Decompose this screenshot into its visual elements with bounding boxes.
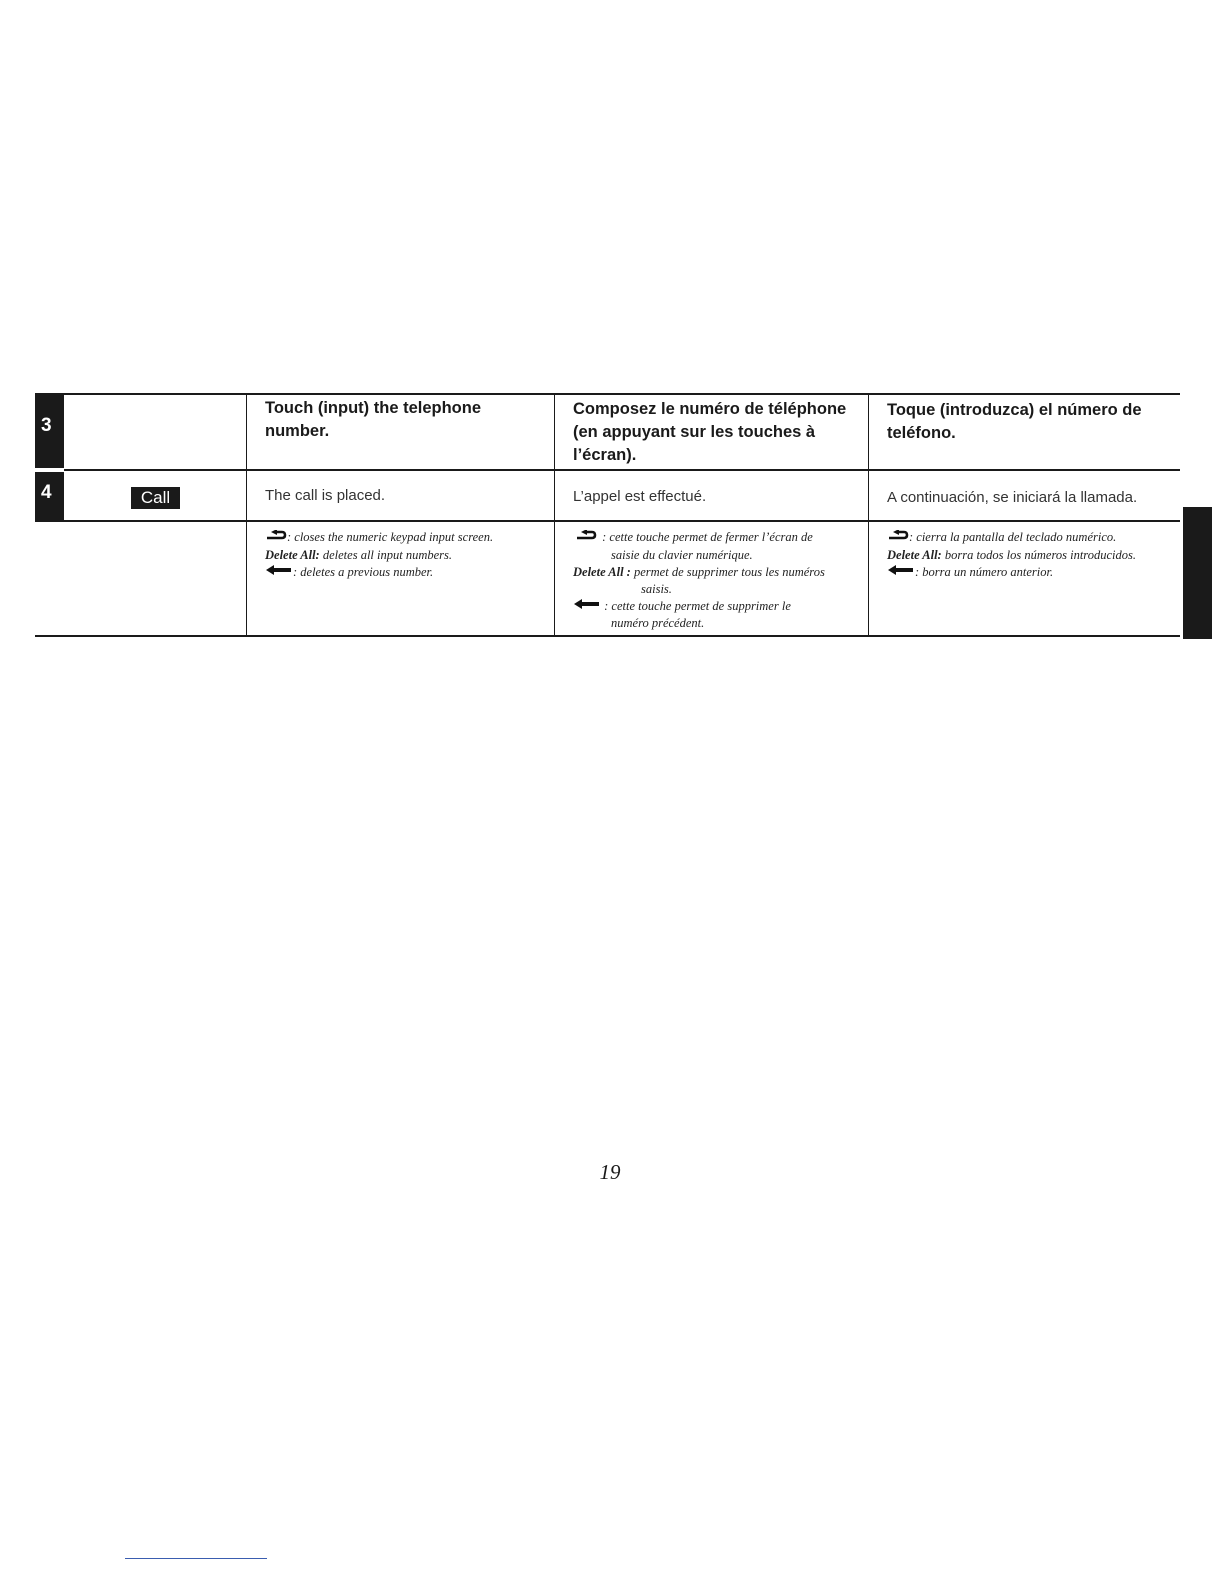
step-3-french: Composez le numéro de téléphone (en appuyant sur les touches à l’écran). (573, 400, 847, 464)
note-fr-delete-cont: saisis. (641, 581, 672, 596)
table-top-rule (35, 393, 1180, 395)
step-4-marker (35, 472, 64, 522)
note-fr-back-cont: numéro précédent. (611, 616, 705, 631)
return-icon (265, 530, 287, 547)
step-3-spanish: Toque (introduzca) el número de teléfono. (887, 401, 1142, 442)
page-number: 19 (599, 1160, 621, 1184)
footer-rule (125, 1558, 267, 1559)
note-fr-return: : cette touche permet de fermer l’écran de (573, 529, 865, 547)
step-4-french: L’appel est effectué. (573, 488, 707, 505)
note-es-back: : borra un número anterior. (887, 564, 1180, 582)
note-fr-delete: Delete All : permet de supprimer tous les numéros (573, 564, 825, 579)
back-arrow-icon (265, 564, 293, 581)
section-side-tab (1183, 507, 1212, 639)
back-arrow-icon (573, 598, 601, 615)
step-3-number: 3 (41, 415, 52, 436)
notes-english (265, 529, 550, 581)
back-arrow-icon (887, 564, 915, 581)
step-3-english: Touch (input) the telephone number. (265, 399, 481, 440)
call-button[interactable]: Call (131, 487, 180, 509)
col-divider-2 (554, 394, 555, 636)
step-4-spanish: A continuación, se iniciará la llamada. (887, 489, 1138, 506)
notes-french (573, 529, 865, 632)
note-en-return: : closes the numeric keypad input screen. (265, 529, 550, 547)
notes-spanish (887, 529, 1180, 581)
note-es-return: : cierra la pantalla del teclado numérico. (887, 529, 1180, 547)
table-bottom-rule (35, 635, 1180, 637)
note-en-delete: Delete All: deletes all input numbers. (265, 547, 453, 562)
return-icon (887, 530, 909, 547)
note-es-delete: Delete All: borra todos los números introducidos. (887, 547, 1136, 562)
step-3-marker (35, 394, 64, 468)
step-4-number: 4 (41, 482, 52, 503)
return-icon (573, 530, 599, 547)
row-divider-1 (64, 469, 1180, 471)
step-4-english: The call is placed. (265, 487, 386, 504)
note-fr-return-cont: saisie du clavier numérique. (611, 547, 753, 562)
col-divider-1 (246, 394, 247, 636)
note-fr-back: : cette touche permet de supprimer le (573, 598, 865, 616)
row-divider-2 (64, 520, 1180, 522)
note-en-back: : deletes a previous number. (265, 564, 550, 582)
col-divider-3 (868, 394, 869, 636)
